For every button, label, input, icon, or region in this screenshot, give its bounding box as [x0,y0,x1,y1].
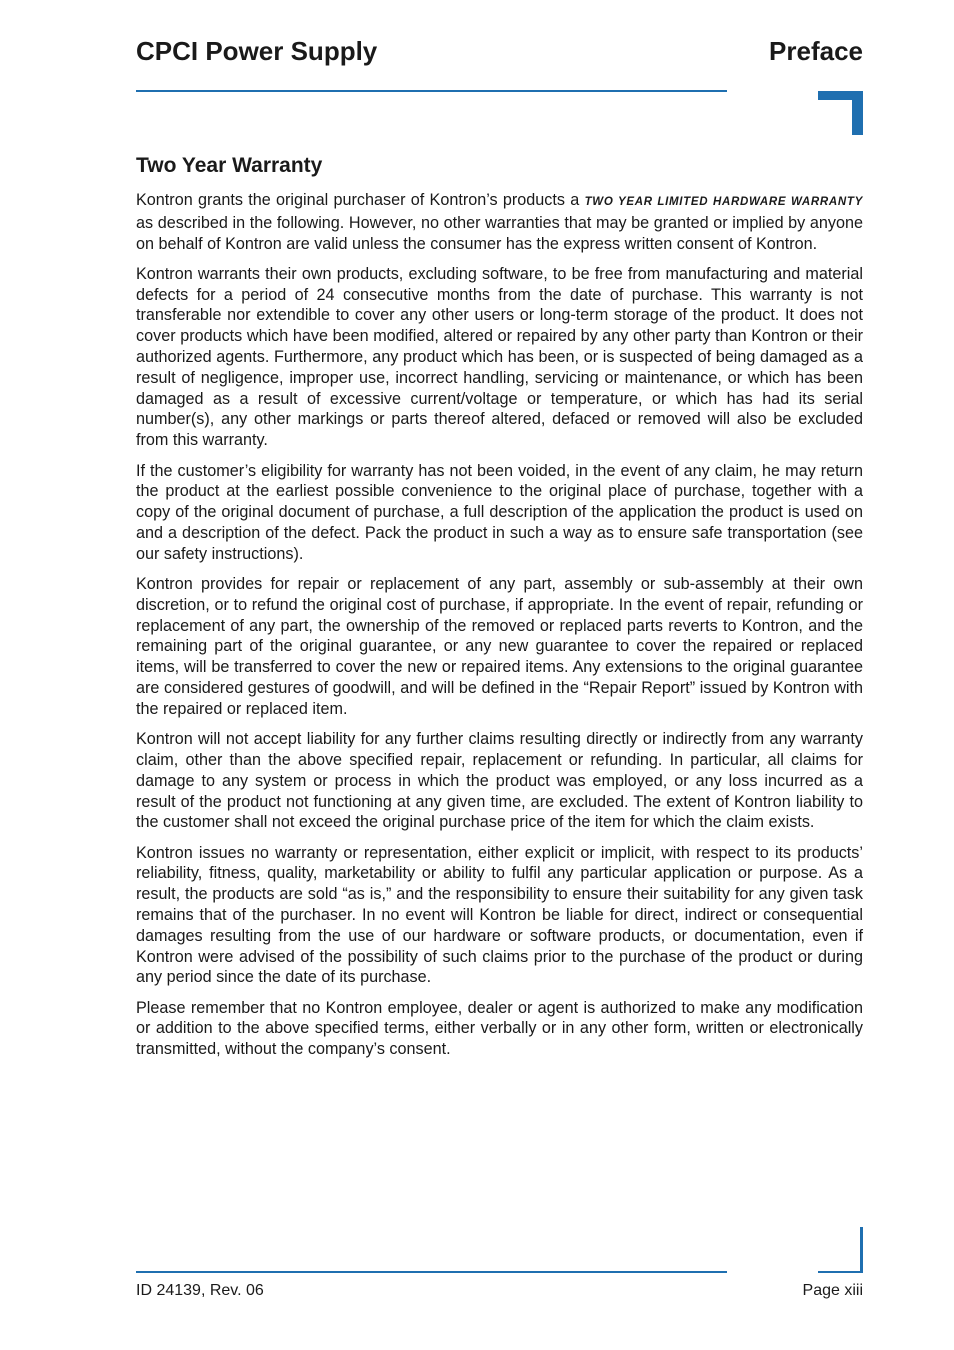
paragraph-1-rest: as described in the following. However, no other warranties that may be granted or implied by anyone on behalf of Kontron are valid unless the consumer has the express written consent of Kontron. [136,213,863,253]
body-text [136,190,863,1070]
footer-doc-id: ID 24139, Rev. 06 [136,1282,264,1299]
section-title: Two Year Warranty [136,154,323,177]
footer-page-number: Page xiii [802,1282,863,1299]
paragraph-5: Kontron will not accept liability for any further claims resulting directly or indirectly from any warranty claim, other than the above specified repair, replacement or refunding. In particular, all claims for damage to any system or process in which the product was employed, or any loss incurred as a result of the product not functioning at any given time, are excluded. The extent of Kontron liability to the customer shall not exceed the original purchase price of the item for which the claim exists. [136,730,863,832]
paragraph-1 [136,190,863,254]
header-title: CPCI Power Supply [136,36,378,66]
paragraph-4: Kontron provides for repair or replacement of any part, assembly or sub-assembly at their own discretion, or to refund the original cost of purchase, if appropriate. In the event of repair, refunding or replacement of any part, the ownership of the removed or replaced parts reverts to Kontron, and the remaining part of the original guarantee, or any new guarantee to cover the repaired or replaced items, will be transferred to cover the new or repaired items. Any extensions to the original guarantee are considered gestures of goodwill, and will be defined in the “Repair Report” issued by Kontron with the repaired or replaced item. [136,575,863,718]
header-rule [136,90,727,92]
footer-rule-right [818,1271,863,1273]
paragraph-3: If the customer’s eligibility for warranty has not been voided, in the event of any claim, he may return the product at the earliest possible convenience to the original place of purchase, together with a copy of the original document of purchase, a full description of the application the product is used on and a description of the defect. Pack the product in such a way as to ensure safe transportation (see our safety instructions). [136,461,863,563]
warranty-term: TWO YEAR LIMITED HARDWARE WARRANTY [584,196,863,208]
paragraph-1-intro: Kontron grants the original purchaser of Kontron’s products a [136,191,585,209]
footer-rule [136,1271,727,1273]
header-section: Preface [769,36,863,66]
footer-corner-mark [860,1227,863,1272]
paragraph-6: Kontron issues no warranty or representation, either explicit or implicit, with respect to its products’ reliability, fitness, quality, marketability or ability to fulfil any particular application or purpose. As a result, the products are sold “as is,” and the responsibility to ensure their suitability for any given task remains that of the purchaser. In no event will Kontron be liable for direct, indirect or consequential damages resulting from the use of our hardware or software products, or documentation, even if Kontron were advised of the possibility of such claims prior to the purchase of the product or during any period since the date of its purchase. [136,843,863,987]
paragraph-7: Please remember that no Kontron employee, dealer or agent is authorized to make any modification or addition to the above specified terms, either verbally or in any other form, written or electronically transmitted, without the company’s consent. [136,998,863,1059]
corner-mark-vertical [852,91,863,135]
paragraph-2: Kontron warrants their own products, excluding software, to be free from manufacturing and material defects for a period of 24 consecutive months from the date of purchase. This warranty is not transferable nor extendible to cover any other users or long-term storage of the product. It does not cover products which have been modified, altered or repaired by any other party than Kontron or their authorized agents. Furthermore, any product which has been, or is suspected of being damaged as a result of negligence, improper use, incorrect handling, servicing or maintenance, or which has been damaged as a result of excessive current/voltage or temperature, or which has had its serial number(s), any other markings or parts thereof altered, defaced or removed will also be excluded from this warranty. [136,264,863,450]
